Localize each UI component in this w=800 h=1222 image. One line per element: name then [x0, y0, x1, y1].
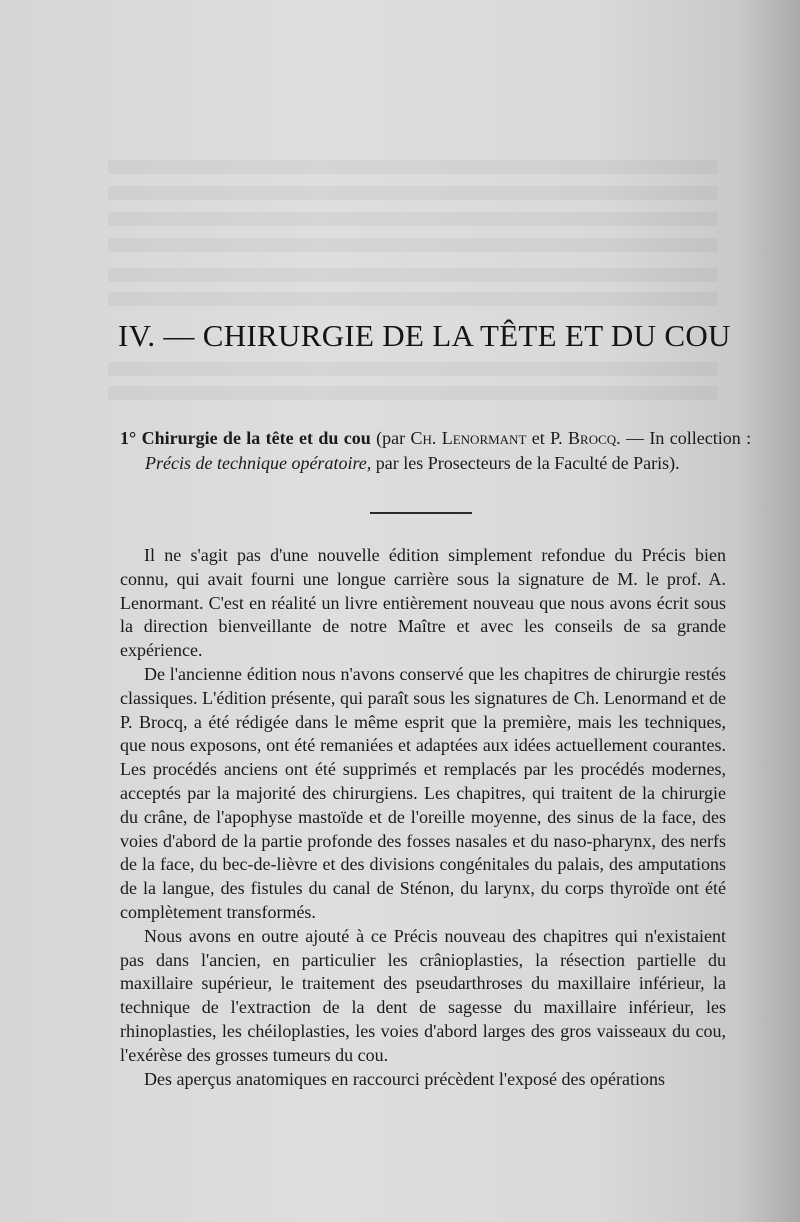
reference-number: 1°: [120, 428, 137, 448]
bleed-through-line: [108, 186, 718, 200]
reference-author-2: P. Brocq.: [550, 428, 621, 448]
reference-collection-intro: — In collection :: [626, 428, 752, 448]
bleed-through-line: [108, 292, 718, 306]
section-title: IV. — CHIRURGIE DE LA TÊTE ET DU COU: [118, 318, 731, 353]
reference-collection-title: Précis de technique opératoire,: [145, 453, 372, 473]
body-text: [120, 544, 726, 1091]
bibliographic-reference: [120, 426, 751, 476]
paragraph: De l'ancienne édition nous n'avons conservé que les chapitres de chirurgie restés classiques. L'édition présente, qui paraît sous les signatures de Ch. Lenormand et de P. Brocq, a été rédigée dans le même esprit que la première, mais les techniques, que nous exposons, ont été remaniées et adaptées aux idées actuellement courantes. Les procédés anciens ont été supprimés et remplacés par les procédés modernes, acceptés par la majorité des chirurgiens. Les chapitres, qui traitent de la chirurgie du crâne, de l'apophyse mastoïde et de l'oreille moyenne, des sinus de la face, des voies d'abord de la partie profonde des fosses nasales et du naso-pharynx, des nerfs de la face, du bec-de-lièvre et des divisions congénitales du palais, des amputations de la langue, des fistules du canal de Sténon, du larynx, du corps thyroïde ont été complètement transformés.: [120, 663, 726, 922]
reference-collection-rest: par les Prosecteurs de la Faculté de Paris).: [375, 453, 680, 473]
bleed-through-line: [108, 212, 718, 226]
paragraph: Il ne s'agit pas d'une nouvelle édition simplement refondue du Précis bien connu, qui avait fourni une longue carrière sous la signature de M. le prof. A. Lenormant. C'est en réalité un livre entièrement nouveau que nous avons écrit sous la direction bienveillante de notre Maître et avec les conseils de sa grande expérience.: [120, 545, 726, 661]
bleed-through-line: [108, 268, 718, 282]
separator-rule: [370, 512, 472, 514]
paragraph: Nous avons en outre ajouté à ce Précis nouveau des chapitres qui n'existaient pas dans l'ancien, en particulier les crânioplasties, la résection partielle du maxillaire supérieur, le traitement des pseudarthroses du maxillaire inférieur, la technique de l'extraction de la dent de sagesse du maxillaire inférieur, les rhinoplasties, les chéiloplasties, les voies d'abord larges des gros vaisseaux du cou, l'exérèse des grosses tumeurs du cou.: [120, 925, 726, 1065]
bleed-through-line: [108, 362, 718, 376]
bleed-through-line: [108, 160, 718, 174]
reference-author-1: Ch. Lenormant: [410, 428, 527, 448]
bleed-through-line: [108, 238, 718, 252]
reference-et: et: [531, 428, 545, 448]
bleed-through-line: [108, 386, 718, 400]
paragraph: Des aperçus anatomiques en raccourci précèdent l'exposé des opérations: [144, 1068, 666, 1089]
reference-par: (par: [376, 428, 406, 448]
reference-title: Chirurgie de la tête et du cou: [141, 428, 371, 448]
